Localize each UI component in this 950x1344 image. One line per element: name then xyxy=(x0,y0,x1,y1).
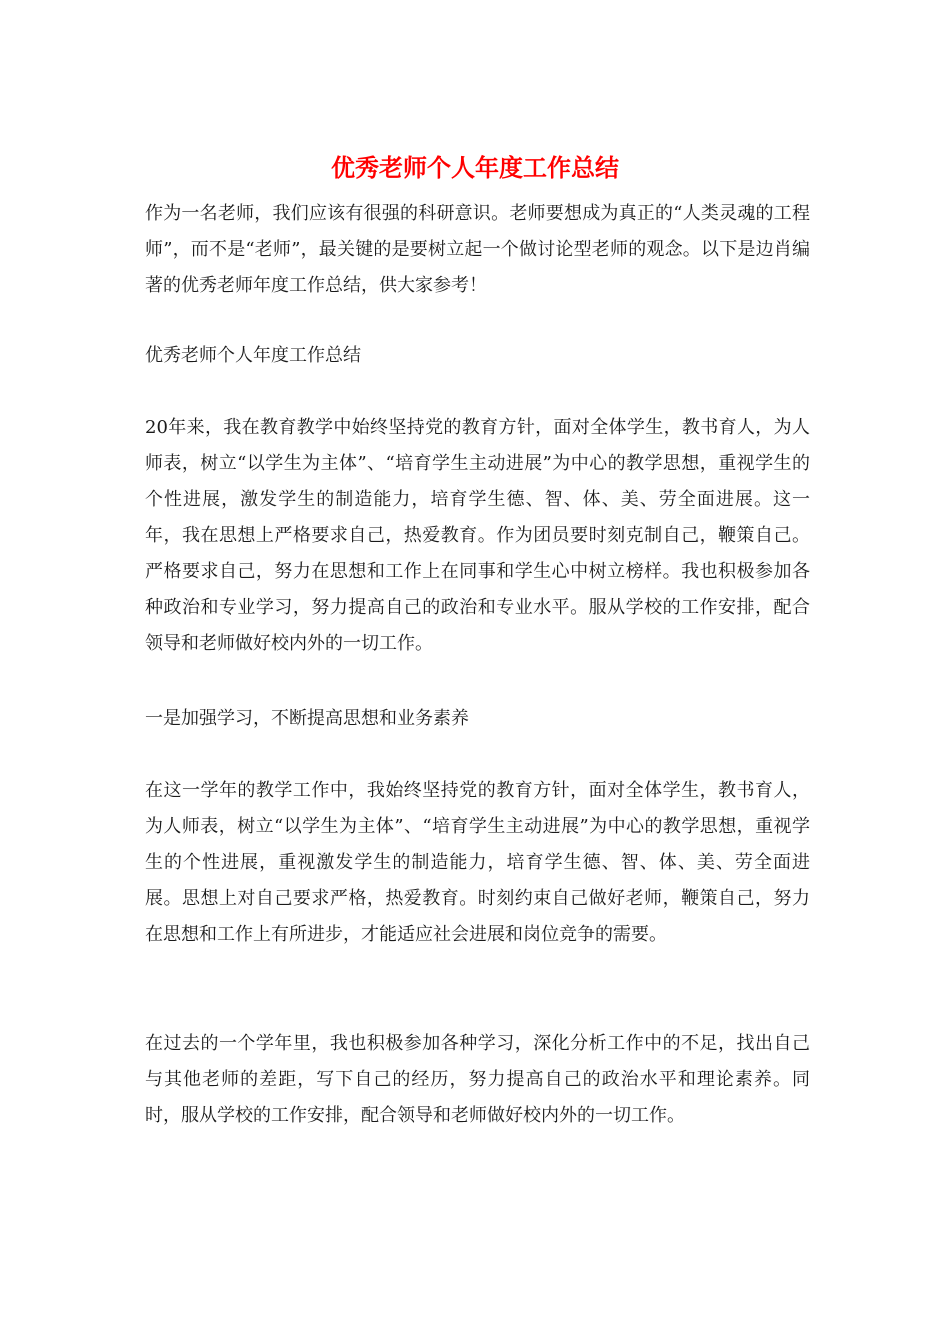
intro-paragraph: 作为一名老师，我们应该有很强的科研意识。老师要想成为真正的“人类灵魂的工程师”，而不是“老师”，最关键的是要树立起一个做讨论型老师的观念。以下是边肖编著的优秀老师年度工作总结，供大家参考！ xyxy=(145,203,810,296)
body-paragraph-3: 在过去的一个学年里，我也积极参加各种学习，深化分析工作中的不足，找出自己与其他老师的差距，写下自己的经历，努力提高自己的政治水平和理论素养。同时，服从学校的工作安排，配合领导和老师做好校内外的一切工作。 xyxy=(145,1033,810,1126)
body-paragraph-2: 在这一学年的教学工作中，我始终坚持党的教育方针，面对全体学生，教书育人，为人师表，树立“以学生为主体”、“培育学生主动进展”为中心的教学思想，重视学生的个性进展，重视激发学生的制造能力，培育学生德、智、体、美、劳全面进展。思想上对自己要求严格，热爱教育。时刻约束自己做好老师，鞭策自己，努力在思想和工作上有所进步，才能适应社会进展和岗位竞争的需要。 xyxy=(145,780,810,945)
body-paragraph-1: 20年来，我在教育教学中始终坚持党的教育方针，面对全体学生，教书育人，为人师表，树立“以学生为主体”、“培育学生主动进展”为中心的教学思想，重视学生的个性进展，激发学生的制造能力，培育学生德、智、体、美、劳全面进展。这一年，我在思想上严格要求自己，热爱教育。作为团员要时刻克制自己，鞭策自己。严格要求自己，努力在思想和工作上在同事和学生心中树立榜样。我也积极参加各种政治和专业学习，努力提高自己的政治和专业水平。服从学校的工作安排，配合领导和老师做好校内外的一切工作。 xyxy=(145,417,810,654)
section-subtitle: 优秀老师个人年度工作总结 xyxy=(145,345,361,366)
section-heading-1: 一是加强学习，不断提高思想和业务素养 xyxy=(145,708,469,729)
document-title: 优秀老师个人年度工作总结 xyxy=(331,153,619,182)
